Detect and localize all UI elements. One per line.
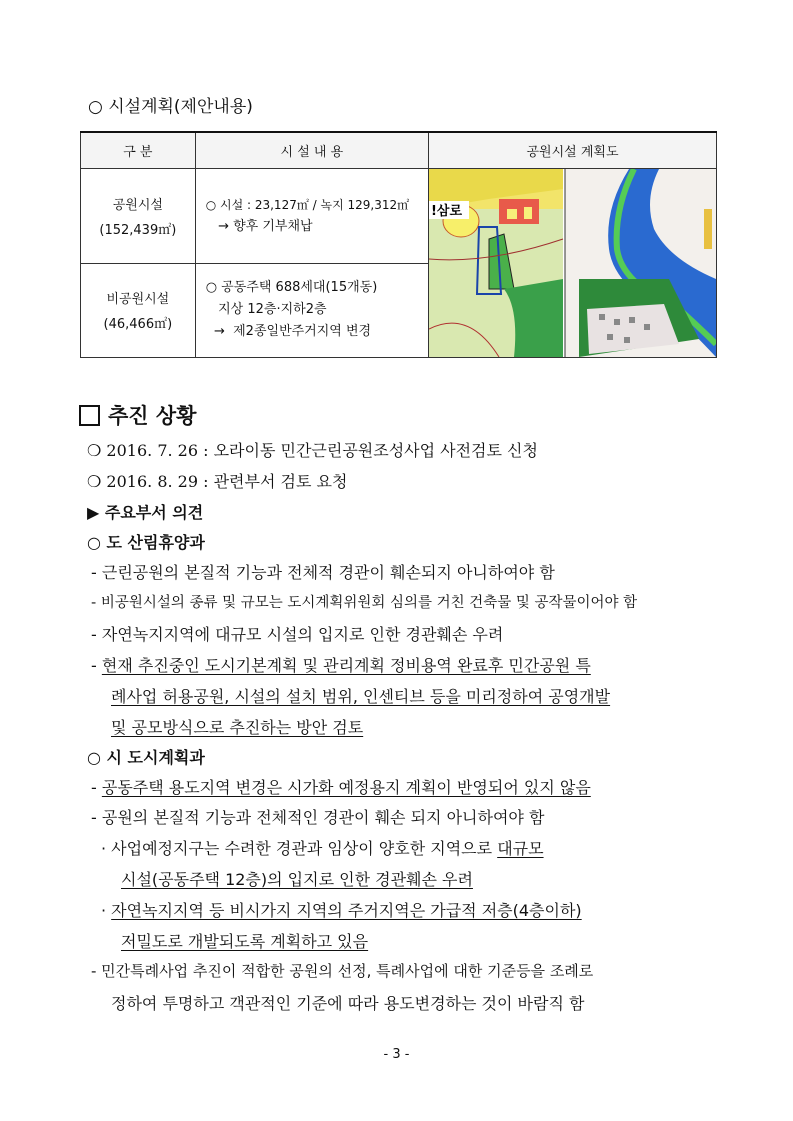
opinion-line: - 현재 추진중인 도시기본계획 및 관리계획 정비용역 완료후 민간공원 특 <box>91 656 591 675</box>
page-number: - 3 - <box>383 1047 410 1062</box>
row-name: 비공원시설 <box>106 292 170 308</box>
opinion-line: - 민간특례사업 추진이 적합한 공원의 선정, 특례사업에 대한 기준등을 조례로 <box>91 962 594 980</box>
section-title-progress <box>79 400 196 430</box>
dept1-title: ○ 도 산림휴양과 <box>87 533 205 552</box>
section-title-facility-plan: ○ 시설계획(제안내용) <box>88 97 253 117</box>
opinion-line: - 근린공원의 본질적 기능과 전체적 경관이 훼손되지 아니하여야 함 <box>91 563 555 582</box>
row-area: (46,466㎡) <box>103 317 173 333</box>
table-header: 구 분 <box>81 132 196 169</box>
opinion-line: - 공원의 본질적 기능과 전체적인 경관이 훼손 되지 아니하여야 함 <box>91 808 545 827</box>
underlined-text: 자연녹지지역 등 비시가지 지역의 주거지역은 가급적 저층(4층이하) <box>111 901 582 920</box>
bullet-text: · 사업예정지구는 수려한 경관과 임상이 양호한 지역으로 <box>101 839 498 858</box>
park-plan-map <box>429 169 716 357</box>
underlined-text: 시설(공동주택 12층)의 입지로 인한 경관훼손 우려 <box>121 870 473 889</box>
map-label: !삼로 <box>430 204 463 219</box>
cell-line: ○ 시설 : 23,127㎡ / 녹지 129,312㎡ <box>205 197 410 212</box>
facility-plan-table <box>80 131 717 358</box>
table-cell <box>195 169 428 264</box>
progress-item: ❍ 2016. 8. 29 : 관련부서 검토 요청 <box>87 472 348 491</box>
progress-item: ❍ 2016. 7. 26 : 오라이동 민간근린공원조성사업 사전검토 신청 <box>87 441 538 460</box>
underlined-text: 대규모 <box>497 839 544 858</box>
cell-line: 지상 12층·지하2층 <box>205 302 327 318</box>
opinion-line: - 자연녹지지역에 대규모 시설의 입지로 인한 경관훼손 우려 <box>91 625 504 644</box>
row-name: 공원시설 <box>112 197 163 213</box>
dept2-title: ○ 시 도시계획과 <box>87 748 205 767</box>
cell-line: ○ 공동주택 688세대(15개동) <box>205 280 378 296</box>
cell-line: → 제2종일반주거지역 변경 <box>205 324 372 340</box>
opinion-line: · 자연녹지지역 등 비시가지 지역의 주거지역은 가급적 저층(4층이하) <box>101 901 582 920</box>
underlined-text: 공동주택 용도지역 변경은 시가화 예정용지 계획이 반영되어 있지 않음 <box>101 778 591 797</box>
table-cell <box>81 263 196 358</box>
underlined-text: 저밀도로 개발되도록 계획하고 있음 <box>121 932 369 951</box>
opinion-line: 정하여 투명하고 객관적인 기준에 따라 용도변경하는 것이 바람직 함 <box>111 994 585 1013</box>
checkbox-square-icon <box>79 405 100 426</box>
table-header: 공원시설 계획도 <box>428 132 716 169</box>
underlined-text: 및 공모방식으로 추진하는 방안 검토 <box>111 718 364 737</box>
table-header: 시 설 내 용 <box>195 132 428 169</box>
park-plan-map-image <box>429 169 716 357</box>
cell-line: → 향후 기부채납 <box>205 218 313 234</box>
opinion-line: - 공동주택 용도지역 변경은 시가화 예정용지 계획이 반영되어 있지 않음 <box>91 778 591 797</box>
progress-title: 추진 상황 <box>108 404 197 428</box>
table-cell <box>81 169 196 264</box>
map-cell <box>428 169 716 358</box>
underlined-text: 현재 추진중인 도시기본계획 및 관리계획 정비용역 완료후 민간공원 특 <box>101 656 591 675</box>
row-area: (152,439㎡) <box>99 222 177 238</box>
table-cell <box>195 263 428 358</box>
subhead-opinions: ▶ 주요부서 의견 <box>87 503 204 522</box>
opinion-line: - 비공원시설의 종류 및 규모는 도시계획위원회 심의를 거친 건축물 및 공작물이어야 함 <box>91 595 638 611</box>
underlined-text: 례사업 허용공원, 시설의 설치 범위, 인센티브 등을 미리정하여 공영개발 <box>111 687 611 706</box>
opinion-line <box>101 836 544 859</box>
